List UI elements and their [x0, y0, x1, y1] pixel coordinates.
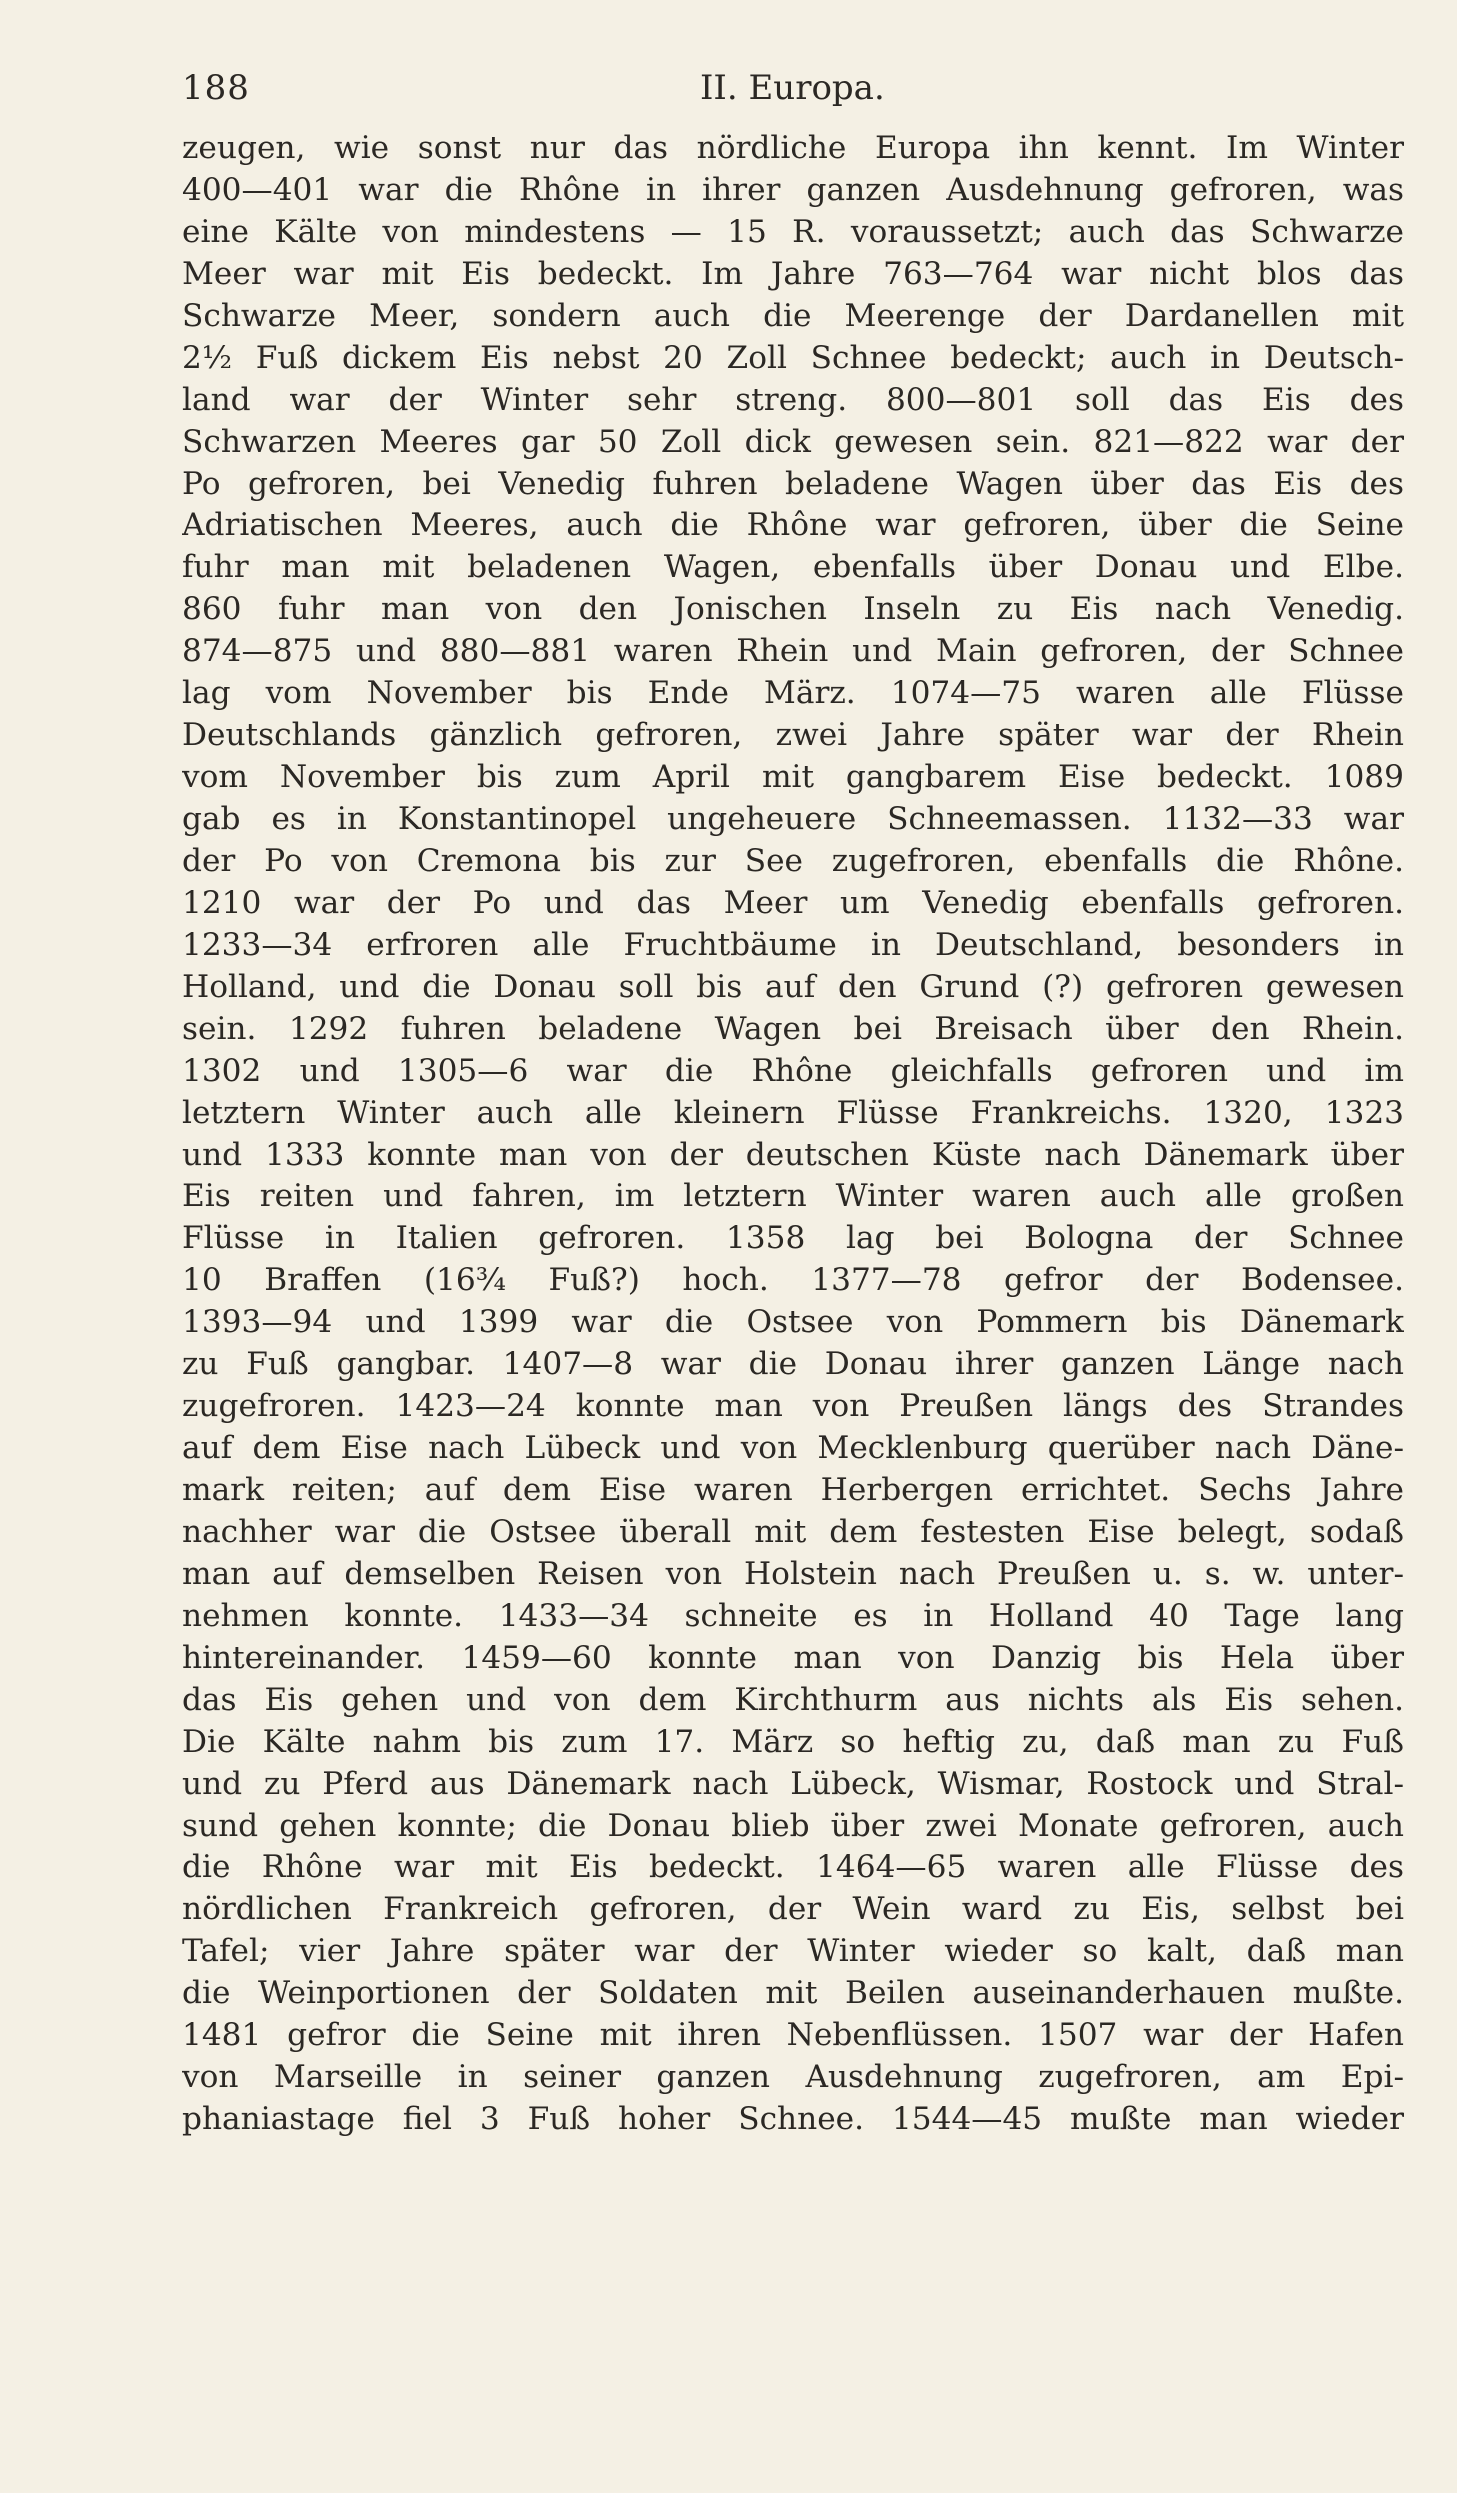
- text-line: 874—875 und 880—881 waren Rhein und Main gefroren, der Schnee: [182, 633, 1404, 670]
- text-line: Deutschlands gänzlich gefroren, zwei Jahre später war der Rhein: [182, 717, 1404, 754]
- text-line: die Weinportionen der Soldaten mit Beilen auseinanderhauen mußte.: [182, 1975, 1404, 2012]
- text-line: 1393—94 und 1399 war die Ostsee von Pommern bis Dänemark: [182, 1304, 1404, 1341]
- text-line: Schwarze Meer, sondern auch die Meerenge der Dardanellen mit: [182, 297, 1404, 334]
- text-line: 2½ Fuß dickem Eis nebst 20 Zoll Schnee bedeckt; auch in Deutsch-: [182, 339, 1404, 376]
- text-line: Flüsse in Italien gefroren. 1358 lag bei Bologna der Schnee: [182, 1220, 1404, 1257]
- text-line: Die Kälte nahm bis zum 17. März so heftig zu, daß man zu Fuß: [182, 1723, 1404, 1760]
- text-line: von Marseille in seiner ganzen Ausdehnung zugefroren, am Epi-: [182, 2059, 1404, 2096]
- text-line: eine Kälte von mindestens — 15 R. voraussetzt; auch das Schwarze: [182, 213, 1404, 250]
- page-number: 188: [182, 68, 250, 108]
- text-line: gab es in Konstantinopel ungeheuere Schneemassen. 1132—33 war: [182, 801, 1404, 837]
- text-line: nehmen konnte. 1433—34 schneite es in Holland 40 Tage lang: [182, 1597, 1404, 1634]
- text-line: mark reiten; auf dem Eise waren Herbergen errichtet. Sechs Jahre: [182, 1472, 1404, 1508]
- text-line: lag vom November bis Ende März. 1074—75 waren alle Flüsse: [182, 675, 1404, 712]
- text-line: Eis reiten und fahren, im letztern Winter waren auch alle großen: [182, 1178, 1404, 1215]
- text-line: 400—401 war die Rhône in ihrer ganzen Ausdehnung gefroren, was: [182, 171, 1404, 208]
- page-header: [182, 68, 1402, 112]
- text-line: 1481 gefror die Seine mit ihren Nebenflüssen. 1507 war der Hafen: [182, 2017, 1404, 2054]
- text-line: Meer war mit Eis bedeckt. Im Jahre 763—764 war nicht blos das: [182, 255, 1404, 292]
- text-line: sein. 1292 fuhren beladene Wagen bei Breisach über den Rhein.: [182, 1010, 1404, 1047]
- text-line: nachher war die Ostsee überall mit dem festesten Eise belegt, sodaß: [182, 1513, 1404, 1550]
- text-line: fuhr man mit beladenen Wagen, ebenfalls über Donau und Elbe.: [182, 549, 1404, 586]
- text-line: Holland, und die Donau soll bis auf den Grund (?) gefroren gewesen: [182, 968, 1404, 1005]
- text-line: land war der Winter sehr streng. 800—801 soll das Eis des: [182, 381, 1404, 418]
- text-line: hintereinander. 1459—60 konnte man von Danzig bis Hela über: [182, 1639, 1404, 1676]
- text-line: auf dem Eise nach Lübeck und von Mecklenburg querüber nach Däne-: [182, 1430, 1404, 1467]
- text-line: 1233—34 erfroren alle Fruchtbäume in Deutschland, besonders in: [182, 926, 1404, 963]
- text-line: und zu Pferd aus Dänemark nach Lübeck, Wismar, Rostock und Stral-: [182, 1765, 1404, 1802]
- text-line: 860 fuhr man von den Jonischen Inseln zu Eis nach Venedig.: [182, 591, 1404, 628]
- text-line: 1210 war der Po und das Meer um Venedig ebenfalls gefroren.: [182, 884, 1404, 921]
- text-line: 10 Braffen (16¾ Fuß?) hoch. 1377—78 gefror der Bodensee.: [182, 1262, 1404, 1299]
- text-line: die Rhône war mit Eis bedeckt. 1464—65 waren alle Flüsse des: [182, 1849, 1404, 1886]
- text-line: phaniastage fiel 3 Fuß hoher Schnee. 1544—45 mußte man wieder: [182, 2101, 1404, 2138]
- text-line: Adriatischen Meeres, auch die Rhône war gefroren, über die Seine: [182, 507, 1404, 544]
- text-line: zeugen, wie sonst nur das nördliche Europa ihn kennt. Im Winter: [182, 130, 1404, 166]
- text-line: Tafel; vier Jahre später war der Winter wieder so kalt, daß man: [182, 1933, 1404, 1970]
- text-line: vom November bis zum April mit gangbarem Eise bedeckt. 1089: [182, 759, 1404, 796]
- text-line: Po gefroren, bei Venedig fuhren beladene Wagen über das Eis des: [182, 465, 1404, 502]
- text-line: der Po von Cremona bis zur See zugefroren, ebenfalls die Rhône.: [182, 842, 1404, 879]
- text-line: und 1333 konnte man von der deutschen Küste nach Dänemark über: [182, 1136, 1404, 1173]
- text-line: letztern Winter auch alle kleinern Flüsse Frankreichs. 1320, 1323: [182, 1094, 1404, 1131]
- text-line: Schwarzen Meeres gar 50 Zoll dick gewesen sein. 821—822 war der: [182, 423, 1404, 460]
- running-head: II. Europa.: [700, 68, 885, 108]
- text-line: das Eis gehen und von dem Kirchthurm aus nichts als Eis sehen.: [182, 1681, 1404, 1718]
- text-line: sund gehen konnte; die Donau blieb über zwei Monate gefroren, auch: [182, 1807, 1404, 1844]
- text-line: zugefroren. 1423—24 konnte man von Preußen längs des Strandes: [182, 1388, 1404, 1425]
- text-line: zu Fuß gangbar. 1407—8 war die Donau ihrer ganzen Länge nach: [182, 1346, 1404, 1383]
- text-line: nördlichen Frankreich gefroren, der Wein ward zu Eis, selbst bei: [182, 1891, 1404, 1928]
- body-text: [182, 128, 1404, 2141]
- text-line: 1302 und 1305—6 war die Rhône gleichfalls gefroren und im: [182, 1052, 1404, 1089]
- text-line: man auf demselben Reisen von Holstein nach Preußen u. s. w. unter-: [182, 1555, 1404, 1592]
